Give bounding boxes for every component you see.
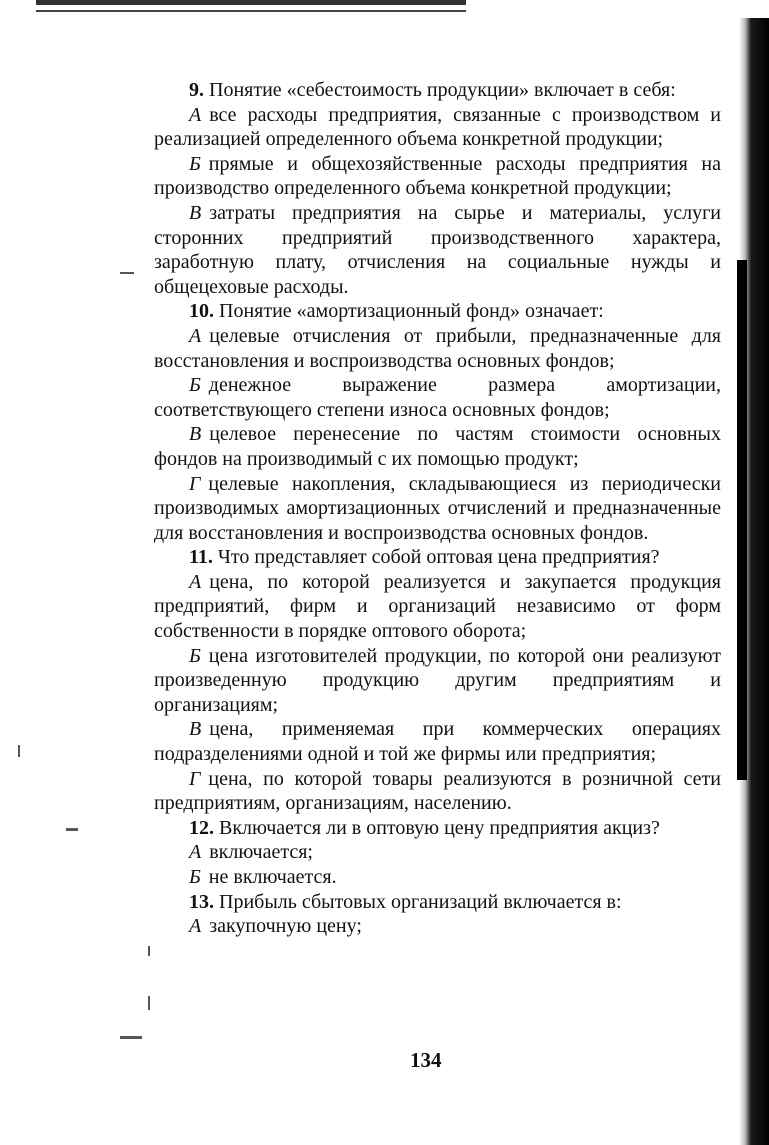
answer-text: целевые отчисления от прибыли, предназначенные для восстановления и воспроизводства основных фондов;: [154, 324, 721, 372]
answer-letter: А: [189, 570, 202, 593]
answer-item: [154, 201, 721, 299]
answer-text: цена, по которой товары реализуются в розничной сети предприятиям, организациям, населению.: [154, 767, 721, 815]
answer-text: целевое перенесение по частям стоимости основных фондов на производимый с их помощью продукт;: [154, 423, 721, 470]
answer-text: цена, применяемая при коммерческих операциях подразделениями одной и той же фирмы или предприятия;: [154, 718, 721, 766]
scan-speck: [66, 828, 78, 831]
scan-binding-shadow: [737, 260, 747, 780]
answer-item: [154, 717, 721, 766]
answer-letter: Б: [189, 866, 201, 888]
answer-text: затраты предприятия на сырье и материалы, услуги сторонних предприятий производственного характера, заработную плату, отчисления на социальные нужды и общецеховые расходы.: [154, 201, 721, 298]
answer-text: целевые накопления, складывающиеся из периодически производимых амортизационных отчислений и предназначенные для восстановления и воспроизводства основных фондов.: [154, 472, 721, 544]
question-text: Понятие «амортизационный фонд» означает:: [219, 300, 604, 323]
answer-text: не включается.: [208, 866, 337, 888]
question-12: [154, 816, 721, 841]
question-number: 9.: [189, 79, 204, 101]
answer-item: [154, 472, 721, 546]
answer-letter: Б: [189, 374, 201, 397]
question-11: [154, 545, 721, 570]
answer-letter: А: [189, 324, 202, 347]
answer-item: [154, 767, 721, 816]
question-text: Прибыль сбытовых организаций включается в:: [219, 890, 622, 913]
answer-letter: А: [189, 841, 202, 864]
answer-letter: А: [189, 103, 202, 126]
question-number: 13.: [189, 890, 214, 913]
scan-top-rule: [36, 0, 466, 12]
answer-letter: А: [189, 915, 202, 938]
answer-letter: В: [189, 718, 202, 741]
answer-text: цена, по которой реализуется и закупается продукция предприятий, фирм и организаций независимо от форм собственности в порядке оптового оборота;: [154, 570, 721, 643]
answer-letter: Б: [189, 152, 201, 175]
question-number: 10.: [189, 300, 214, 323]
question-13: [154, 890, 721, 915]
answer-letter: Г: [189, 767, 201, 790]
answer-item: [154, 324, 721, 373]
answer-item: [154, 373, 721, 422]
question-text: Понятие «себестоимость продукции» включает в себя:: [209, 79, 676, 101]
question-text: Включается ли в оптовую цену предприятия акциз?: [219, 816, 660, 839]
question-10: [154, 299, 721, 324]
answer-text: включается;: [209, 841, 313, 864]
answer-text: все расходы предприятия, связанные с производством и реализацией определенного объема конкретной продукции;: [154, 103, 721, 151]
question-number: 12.: [189, 816, 214, 839]
answer-item: [154, 865, 721, 890]
answer-item: [154, 570, 721, 644]
answer-item: [154, 840, 721, 865]
question-text: Что представляет собой оптовая цена предприятия?: [217, 546, 660, 569]
scan-speck: [120, 1036, 142, 1039]
answer-letter: Б: [189, 644, 201, 667]
question-9: [154, 78, 721, 103]
answer-text: закупочную цену;: [209, 915, 362, 938]
scan-speck: [18, 745, 20, 757]
answer-letter: В: [189, 423, 202, 446]
answer-item: [154, 103, 721, 152]
answer-text: цена изготовителей продукции, по которой они реализуют произведенную продукцию другим предприятиям и организациям;: [154, 644, 721, 716]
scan-speck: [120, 272, 134, 274]
answer-item: [154, 644, 721, 718]
text-column: [154, 78, 721, 939]
answer-letter: В: [189, 201, 202, 224]
scan-speck: [148, 996, 150, 1010]
answer-text: денежное выражение размера амортизации, соответствующего степени износа основных фондов;: [154, 374, 721, 421]
page-number: 134: [410, 1048, 442, 1072]
answer-item: [154, 152, 721, 201]
question-number: 11.: [189, 546, 213, 569]
answer-item: [154, 914, 721, 939]
answer-item: [154, 422, 721, 471]
answer-letter: Г: [189, 472, 201, 495]
scan-speck: [148, 946, 150, 956]
answer-text: прямые и общехозяйственные расходы предприятия на производство определенного объема конкретной продукции;: [154, 152, 721, 200]
